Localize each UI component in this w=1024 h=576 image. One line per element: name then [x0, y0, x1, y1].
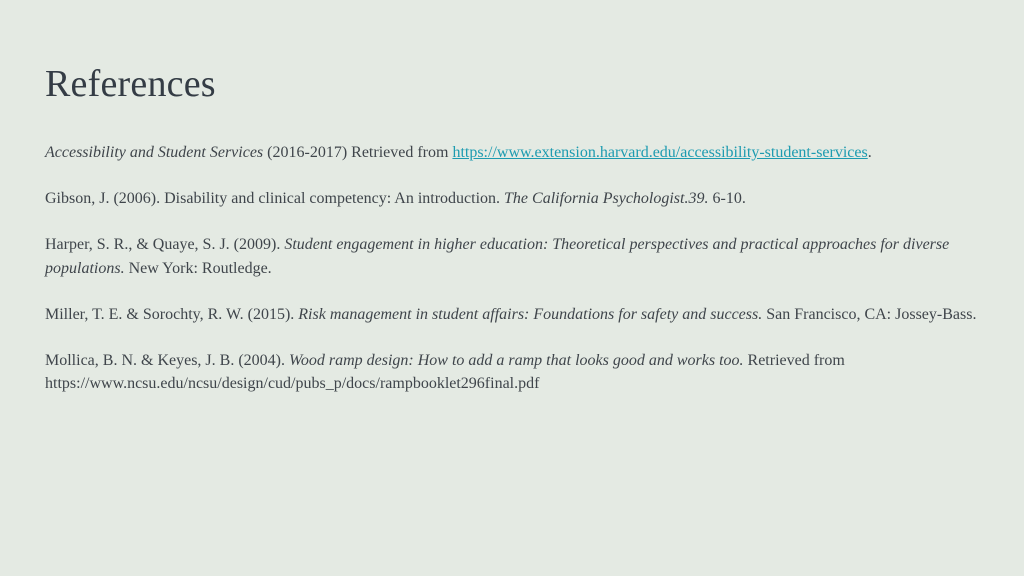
reference-item-4	[45, 303, 980, 327]
reference-text: Mollica, B. N. & Keyes, J. B. (2004).	[45, 351, 289, 369]
reference-text: .	[867, 144, 872, 161]
reference-link[interactable]: https://www.extension.harvard.edu/accessibility-student-services	[452, 144, 868, 161]
reference-title: Accessibility and Student Services	[45, 144, 264, 161]
page-title: References	[45, 63, 216, 105]
reference-text: 6-10.	[708, 190, 746, 207]
reference-text: Gibson, J. (2006). Disability and clinical competency: An introduction.	[45, 190, 505, 207]
reference-text: New York: Routledge.	[124, 259, 272, 277]
references-list	[45, 141, 980, 418]
reference-text: Retrieved from https://www.ncsu.edu/ncsu/design/cud/pubs_p/docs/rampbooklet296final.pdf	[45, 351, 845, 392]
reference-text: San Francisco, CA: Jossey-Bass.	[762, 305, 977, 323]
reference-item-3	[45, 233, 980, 280]
reference-text: Harper, S. R., & Quaye, S. J. (2009).	[45, 236, 285, 253]
reference-text: Miller, T. E. & Sorochty, R. W. (2015).	[45, 305, 299, 323]
reference-title: Wood ramp design: How to add a ramp that looks good and works too.	[288, 351, 744, 369]
reference-title: Risk management in student affairs: Foundations for safety and success.	[298, 305, 763, 323]
reference-item-5	[45, 349, 980, 396]
reference-text: (2016-2017) Retrieved from	[263, 144, 453, 161]
reference-title: Student engagement in higher education: Theoretical perspectives and practical approaches for diverse populations.	[45, 236, 950, 277]
reference-item-1	[45, 141, 980, 165]
reference-item-2	[45, 187, 980, 211]
reference-title: The California Psychologist.39.	[504, 190, 709, 207]
